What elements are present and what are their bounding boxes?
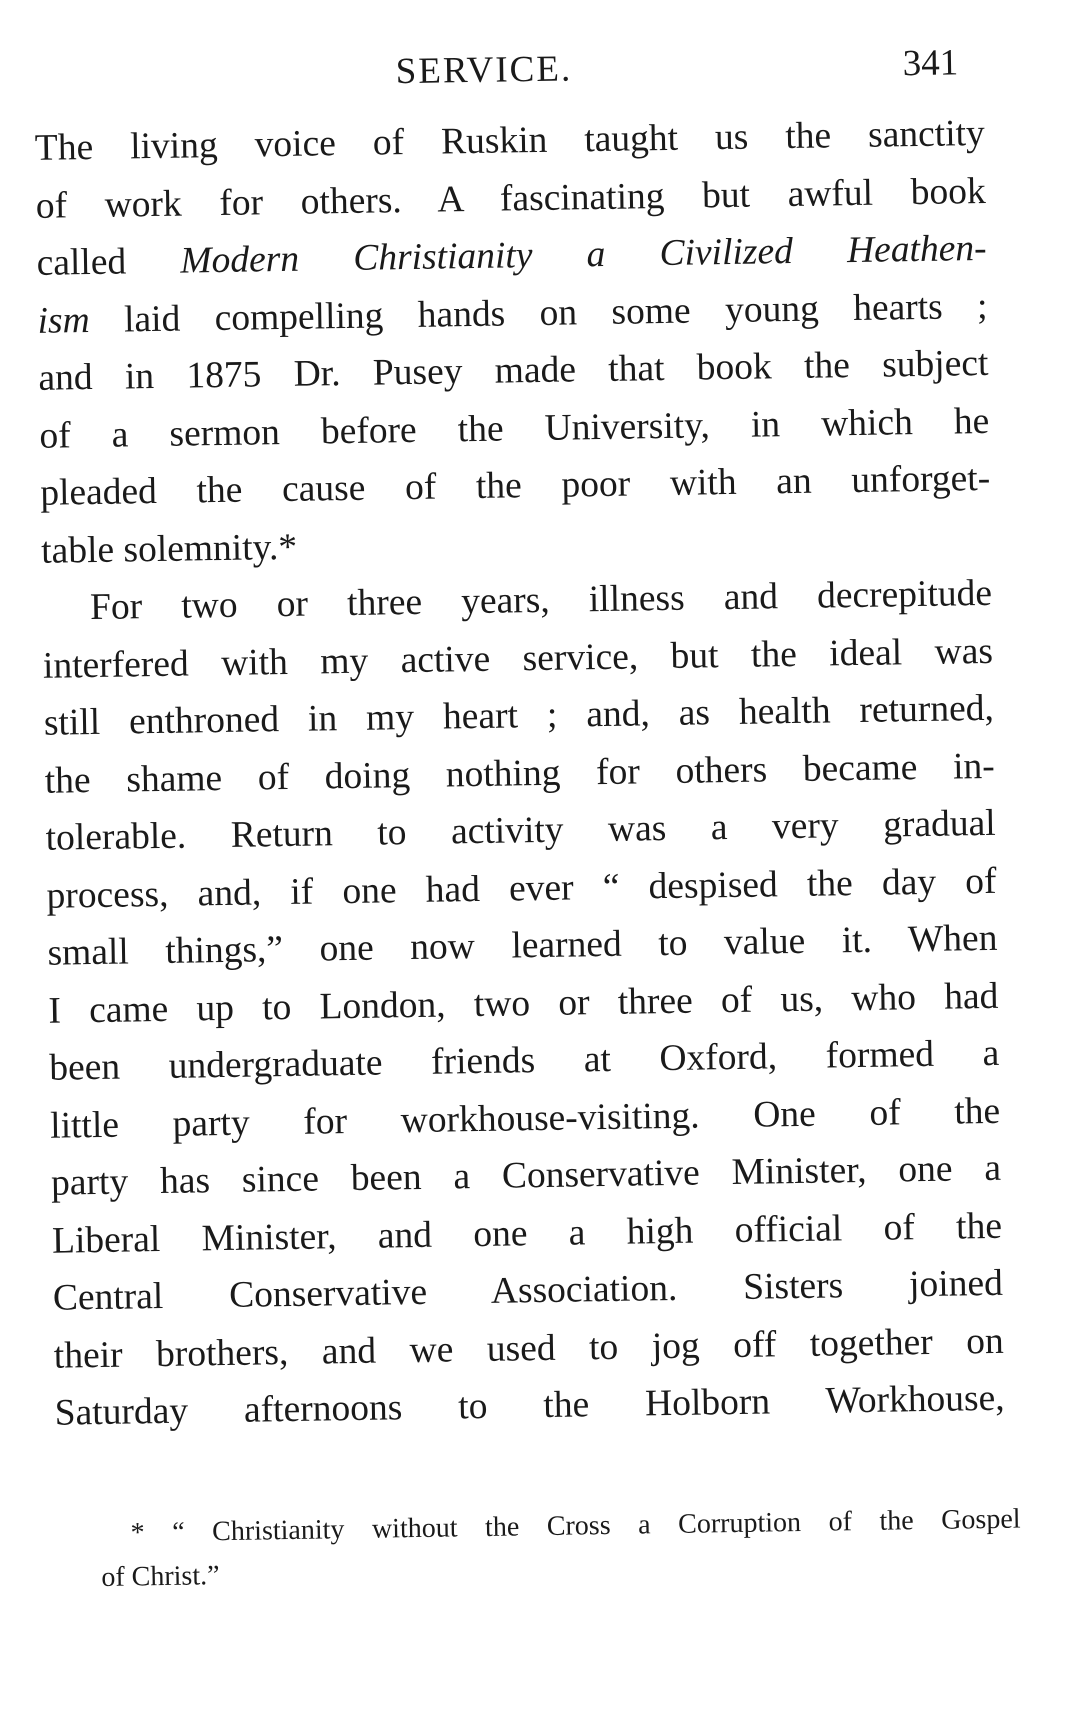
text-line: been undergraduate friends at Oxford, formed a — [48, 1032, 1000, 1089]
text-line: interfered with my active service, but the ideal was — [42, 630, 994, 687]
footnote-line: of Christ.” — [101, 1560, 220, 1593]
text-line: pleaded the cause of the poor with an unforget- — [39, 457, 991, 514]
text-line: I came up to London, two or three of us, who had — [48, 975, 999, 1032]
footnote-line: * “ Christianity without the Cross a Corruption of the Gospel — [130, 1503, 1021, 1549]
text-line: Saturday afternoons to the Holborn Workhouse, — [54, 1377, 1005, 1434]
text-line: their brothers, and we used to jog off together on — [53, 1320, 1005, 1377]
text-line: of a sermon before the University, in which he — [39, 400, 990, 457]
text-line: party has since been a Conservative Minister, one a — [50, 1147, 1002, 1204]
text-line: still enthroned in my heart ; and, as health returned, — [43, 687, 995, 744]
text-span: laid compelling hands on some young hearts ; — [89, 285, 988, 341]
book-title-italic: ism — [37, 299, 90, 342]
paragraph-1 — [34, 105, 991, 580]
footnote — [100, 1498, 1021, 1600]
text-line: table solemnity.* — [40, 526, 298, 572]
book-title-italic: Modern Christianity a Civilized Heathen- — [180, 227, 987, 282]
body-text — [34, 105, 1005, 1442]
text-span: called — [36, 240, 181, 284]
text-line: process, and, if one had ever “ despised the day of — [46, 860, 997, 917]
text-line: Central Conservative Association. Sisters joined — [52, 1262, 1004, 1319]
text-line: tolerable. Return to activity was a very gradual — [45, 802, 996, 859]
text-line: the shame of doing nothing for others became in- — [44, 745, 996, 802]
paragraph-2 — [42, 565, 1005, 1442]
text-line: little party for workhouse-visiting. One of the — [49, 1090, 1001, 1147]
page-number: 341 — [902, 42, 959, 85]
page-header — [0, 40, 1068, 107]
text-line: and in 1875 Dr. Pusey made that book the subject — [38, 342, 989, 399]
text-line: The living voice of Ruskin taught us the sanctity — [34, 112, 986, 169]
text-line: Liberal Minister, and one a high official of the — [51, 1205, 1003, 1262]
running-head: SERVICE. — [395, 48, 573, 93]
text-line: small things,” one now learned to value it. When — [47, 917, 998, 974]
text-line: of work for others. A fascinating but awful book — [35, 170, 986, 227]
text-line: For two or three years, illness and decrepitude — [89, 572, 993, 629]
